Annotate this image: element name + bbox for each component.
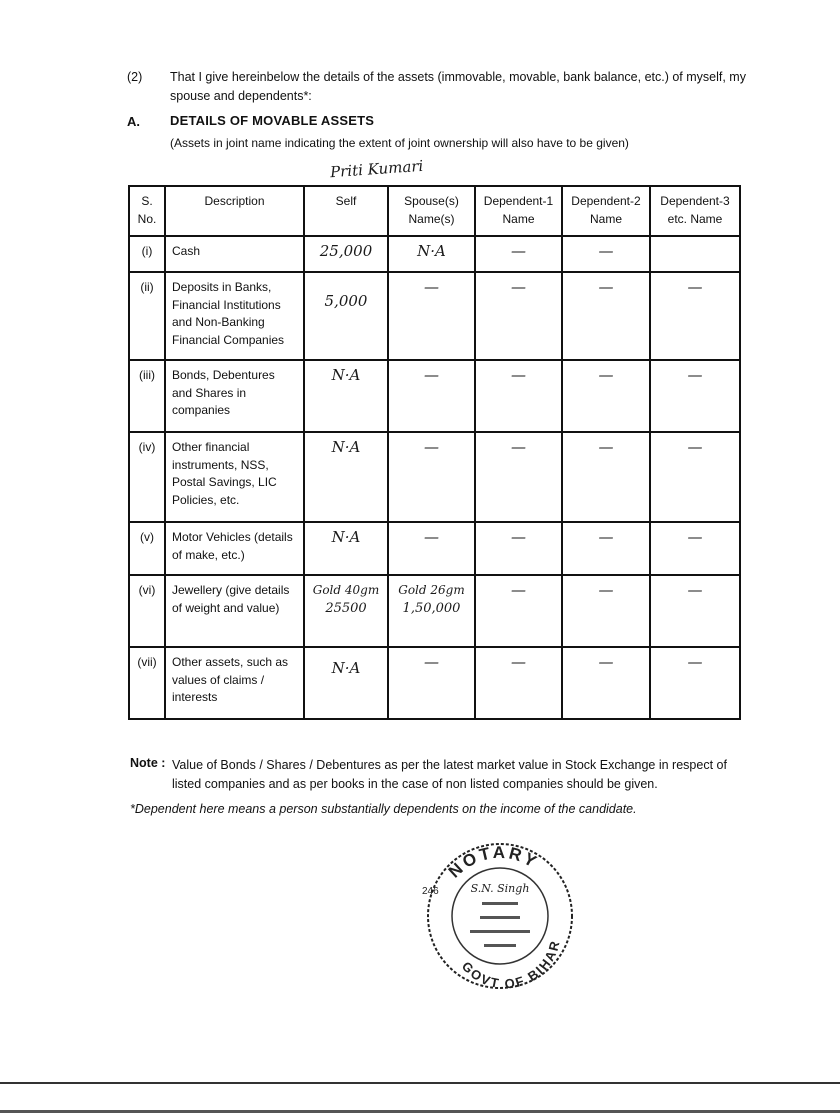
stamp-detail-line [482,902,518,905]
handwritten-name: Priti Kumari [329,156,424,182]
stamp-detail-line [480,916,520,919]
dependent-definition: *Dependent here means a person substantially dependents on the income of the candidate. [130,802,637,816]
handwritten-value: — [511,242,526,260]
cell-dependent-2 [562,432,650,522]
cell-self [304,360,388,432]
stamp-bottom-text: GOVT OF BIHAR [458,937,563,992]
handwritten-value: N·A [331,366,361,384]
cell-self [304,647,388,719]
header-description: Description [165,186,304,236]
handwritten-value: Gold 40gm [312,583,380,597]
handwritten-value: Gold 26gm [398,583,465,597]
handwritten-value: — [687,278,703,296]
handwritten-value: — [511,528,526,546]
cell-spouse [388,647,475,719]
cell-dependent-2 [562,236,650,272]
header-spouse: Spouse(s) Name(s) [388,186,475,236]
handwritten-value: — [424,278,439,296]
table-header-row [129,186,740,236]
handwritten-value: — [687,528,703,546]
cell-self [304,432,388,522]
cell-self [304,575,388,647]
handwritten-value: — [511,366,526,384]
paragraph-number: (2) [127,70,143,84]
cell-dependent-2 [562,647,650,719]
table-row [129,236,740,272]
cell-spouse [388,236,475,272]
stamp-detail-line [484,944,516,947]
row-description: Jewellery (give details of weight and value) [165,575,304,647]
handwritten-value: — [511,438,526,456]
row-sno: (ii) [129,272,165,360]
note-label: Note : [130,756,166,770]
cell-dependent-2 [562,522,650,575]
handwritten-value: — [687,366,703,384]
handwritten-value: 25,000 [319,242,373,260]
header-dependent-1: Dependent-1 Name [475,186,562,236]
header-sno: S. No. [129,186,165,236]
table-row [129,522,740,575]
row-sno: (vi) [129,575,165,647]
row-sno: (i) [129,236,165,272]
table-row [129,432,740,522]
cell-self [304,522,388,575]
cell-spouse [388,272,475,360]
row-description: Deposits in Banks, Financial Institutions and Non-Banking Financial Companies [165,272,304,360]
row-description: Bonds, Debentures and Shares in companies [165,360,304,432]
note-text: Value of Bonds / Shares / Debentures as per the latest market value in Stock Exchange in respect of listed companies and as per books in the case of non listed companies should be given. [172,758,727,791]
header-dependent-2: Dependent-2 Name [562,186,650,236]
cell-dependent-3 [650,432,740,522]
handwritten-value: 1,50,000 [402,600,461,616]
table-row [129,575,740,647]
stamp-detail-line [470,930,530,933]
cell-spouse [388,432,475,522]
section-title: DETAILS OF MOVABLE ASSETS [170,113,375,128]
table-row [129,647,740,719]
table-row [129,360,740,432]
cell-dependent-2 [562,360,650,432]
row-description: Other assets, such as values of claims / interests [165,647,304,719]
handwritten-value: — [598,242,614,260]
row-sno: (vii) [129,647,165,719]
scan-edge-line [0,1110,840,1113]
header-dependent-3: Dependent-3 etc. Name [650,186,740,236]
table-row [129,272,740,360]
row-sno: (iv) [129,432,165,522]
handwritten-value: — [598,528,614,546]
handwritten-value: — [598,366,614,384]
handwritten-value: — [511,581,526,599]
cell-dependent-3 [650,360,740,432]
scan-edge-line [0,1082,840,1084]
handwritten-value: — [598,653,614,671]
stamp-name: S.N. Singh [470,882,530,895]
cell-dependent-3 [650,272,740,360]
row-description: Other financial instruments, NSS, Postal Savings, LIC Policies, etc. [165,432,304,522]
cell-spouse [388,522,475,575]
cell-dependent-1 [475,575,562,647]
cell-dependent-1 [475,236,562,272]
cell-dependent-2 [562,272,650,360]
movable-assets-table [128,185,741,720]
row-sno: (v) [129,522,165,575]
row-description: Motor Vehicles (details of make, etc.) [165,522,304,575]
cell-dependent-3 [650,647,740,719]
cell-dependent-1 [475,647,562,719]
handwritten-value: N·A [417,242,446,260]
handwritten-value: — [511,653,526,671]
handwritten-value: — [598,581,614,599]
cell-spouse [388,360,475,432]
cell-dependent-3 [650,236,740,272]
handwritten-value: — [687,653,703,671]
handwritten-value: — [424,528,439,546]
cell-spouse [388,575,475,647]
stamp-reg-number: 246 [422,886,439,897]
section-letter: A. [127,114,140,129]
cell-dependent-1 [475,272,562,360]
handwritten-value: — [424,653,439,671]
cell-self [304,272,388,360]
handwritten-value: 5,000 [324,292,368,310]
section-subtitle: (Assets in joint name indicating the extent of joint ownership will also have to be given) [170,136,629,150]
handwritten-value: — [424,438,439,456]
cell-dependent-2 [562,575,650,647]
cell-dependent-1 [475,522,562,575]
paragraph-text: That I give hereinbelow the details of the assets (immovable, movable, bank balance, etc.) of myself, my spouse and dependents*: [170,70,746,103]
handwritten-value: — [424,366,439,384]
handwritten-value: 25500 [325,600,367,616]
cell-dependent-1 [475,432,562,522]
row-description: Cash [165,236,304,272]
handwritten-value: N·A [331,528,361,546]
cell-dependent-1 [475,360,562,432]
cell-self [304,236,388,272]
cell-dependent-3 [650,575,740,647]
notary-stamp [420,828,580,998]
handwritten-value: N·A [331,438,361,456]
handwritten-value: — [687,438,703,456]
handwritten-value: — [598,438,614,456]
stamp-top-text: NOTARY [444,842,543,882]
handwritten-value: N·A [331,659,361,677]
cell-dependent-3 [650,522,740,575]
handwritten-value: — [511,278,526,296]
row-sno: (iii) [129,360,165,432]
handwritten-value: — [687,581,703,599]
handwritten-value: — [598,278,614,296]
header-self: Self [304,186,388,236]
